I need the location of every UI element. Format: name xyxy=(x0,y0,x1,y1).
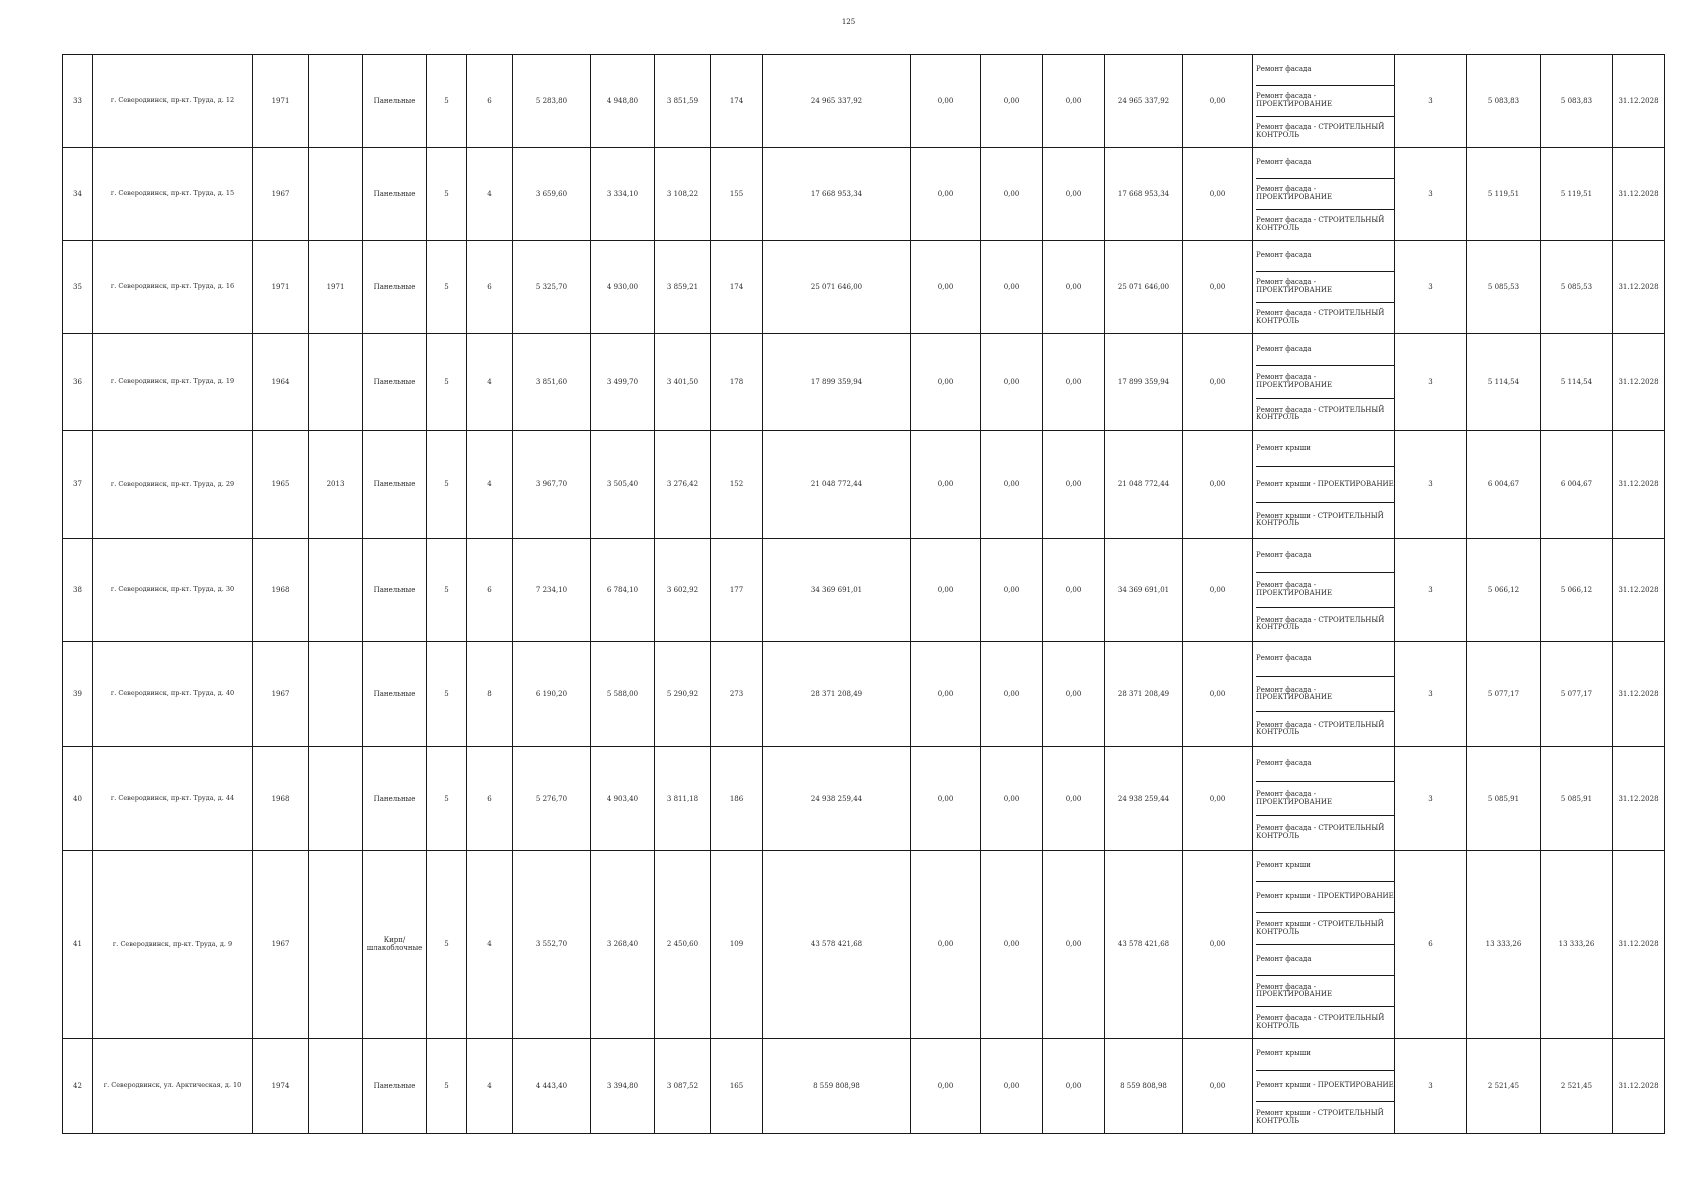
row-number-cell: 35 xyxy=(63,241,93,334)
deadline-cell: 31.12.2028 xyxy=(1613,642,1665,747)
year-built-cell: 1971 xyxy=(253,241,309,334)
works-cell xyxy=(1253,148,1395,241)
limit-cost-cell: 2 521,45 xyxy=(1541,1038,1613,1133)
wall-material-cell: Кирп/ шлакоблочные xyxy=(363,850,427,1038)
residents-cell: 165 xyxy=(711,1038,763,1133)
fund-regional-cell: 0,00 xyxy=(981,148,1043,241)
fund-municipal-cell: 0,00 xyxy=(1043,1038,1105,1133)
unit-cost-cell: 5 077,17 xyxy=(1467,642,1541,747)
work-list xyxy=(1256,241,1394,333)
cost-total-cell: 28 371 208,49 xyxy=(763,642,911,747)
work-item: Ремонт фасада - СТРОИТЕЛЬНЫЙ КОНТРОЛЬ xyxy=(1256,720,1385,737)
floors-cell: 5 xyxy=(427,431,467,538)
capital-repair-table xyxy=(62,54,1665,1134)
work-item: Ремонт крыши xyxy=(1256,851,1394,882)
table-row xyxy=(63,55,1665,148)
fund-other-cell: 0,00 xyxy=(1183,850,1253,1038)
deadline-cell: 31.12.2028 xyxy=(1613,334,1665,431)
living-area-cell: 4 930,00 xyxy=(591,241,655,334)
entrances-cell: 6 xyxy=(467,538,513,641)
work-item: Ремонт крыши xyxy=(1256,1039,1394,1071)
year-built-cell: 1968 xyxy=(253,747,309,850)
table-row xyxy=(63,1038,1665,1133)
deadline-cell: 31.12.2028 xyxy=(1613,55,1665,148)
year-overhaul-cell xyxy=(309,538,363,641)
unit-cost-cell: 5 114,54 xyxy=(1467,334,1541,431)
fund-municipal-cell: 0,00 xyxy=(1043,747,1105,850)
work-count-cell: 3 xyxy=(1395,334,1467,431)
residents-cell: 109 xyxy=(711,850,763,1038)
entrances-cell: 4 xyxy=(467,850,513,1038)
fund-regional-cell: 0,00 xyxy=(981,538,1043,641)
entrances-cell: 8 xyxy=(467,642,513,747)
year-overhaul-cell: 1971 xyxy=(309,241,363,334)
year-built-cell: 1965 xyxy=(253,431,309,538)
wall-material-cell: Панельные xyxy=(363,642,427,747)
residential-area-cell: 3 401,50 xyxy=(655,334,711,431)
row-number-cell: 42 xyxy=(63,1038,93,1133)
works-cell xyxy=(1253,747,1395,850)
year-built-cell: 1967 xyxy=(253,850,309,1038)
work-list xyxy=(1256,55,1394,147)
residential-area-cell: 3 276,42 xyxy=(655,431,711,538)
work-item: Ремонт фасада xyxy=(1256,945,1394,976)
fund-owners-cell: 43 578 421,68 xyxy=(1105,850,1183,1038)
fund-owners-cell: 17 899 359,94 xyxy=(1105,334,1183,431)
floors-cell: 5 xyxy=(427,148,467,241)
entrances-cell: 6 xyxy=(467,747,513,850)
work-item: Ремонт фасада - СТРОИТЕЛЬНЫЙ КОНТРОЛЬ xyxy=(1256,123,1385,139)
work-item: Ремонт крыши - ПРОЕКТИРОВАНИЕ xyxy=(1256,467,1394,503)
unit-cost-cell: 5 066,12 xyxy=(1467,538,1541,641)
works-cell xyxy=(1253,1038,1395,1133)
limit-cost-cell: 5 066,12 xyxy=(1541,538,1613,641)
row-number-cell: 38 xyxy=(63,538,93,641)
entrances-cell: 4 xyxy=(467,1038,513,1133)
work-list xyxy=(1256,747,1394,849)
work-item: Ремонт фасада - СТРОИТЕЛЬНЫЙ КОНТРОЛЬ xyxy=(1256,1013,1385,1030)
fund-other-cell: 0,00 xyxy=(1183,148,1253,241)
fund-owners-cell: 21 048 772,44 xyxy=(1105,431,1183,538)
year-overhaul-cell: 2013 xyxy=(309,431,363,538)
wall-material-cell: Панельные xyxy=(363,747,427,850)
residents-cell: 177 xyxy=(711,538,763,641)
living-area-cell: 3 334,10 xyxy=(591,148,655,241)
address-cell: г. Северодвинск, пр-кт. Труда, д. 9 xyxy=(93,850,253,1038)
residents-cell: 152 xyxy=(711,431,763,538)
unit-cost-cell: 5 085,91 xyxy=(1467,747,1541,850)
row-number-cell: 39 xyxy=(63,642,93,747)
residents-cell: 174 xyxy=(711,241,763,334)
address-cell: г. Северодвинск, пр-кт. Труда, д. 19 xyxy=(93,334,253,431)
table-row xyxy=(63,431,1665,538)
residential-area-cell: 3 602,92 xyxy=(655,538,711,641)
cost-total-cell: 17 668 953,34 xyxy=(763,148,911,241)
work-item: Ремонт фасада xyxy=(1256,642,1394,677)
fund-owners-cell: 28 371 208,49 xyxy=(1105,642,1183,747)
work-item: Ремонт фасада - СТРОИТЕЛЬНЫЙ КОНТРОЛЬ xyxy=(1256,216,1385,233)
work-list xyxy=(1256,851,1394,1038)
work-item: Ремонт крыши - СТРОИТЕЛЬНЫЙ КОНТРОЛЬ xyxy=(1256,913,1394,944)
work-list xyxy=(1256,539,1394,641)
entrances-cell: 4 xyxy=(467,431,513,538)
works-cell xyxy=(1253,538,1395,641)
total-area-cell: 3 851,60 xyxy=(513,334,591,431)
fund-federal-cell: 0,00 xyxy=(911,538,981,641)
table-row xyxy=(63,148,1665,241)
total-area-cell: 3 659,60 xyxy=(513,148,591,241)
work-item: Ремонт фасада - СТРОИТЕЛЬНЫЙ КОНТРОЛЬ xyxy=(1256,824,1385,841)
living-area-cell: 4 948,80 xyxy=(591,55,655,148)
work-item: Ремонт фасада xyxy=(1256,241,1394,272)
work-count-cell: 3 xyxy=(1395,241,1467,334)
work-list xyxy=(1256,334,1394,430)
row-number-cell: 34 xyxy=(63,148,93,241)
page-number: 125 xyxy=(841,18,856,26)
fund-federal-cell: 0,00 xyxy=(911,850,981,1038)
floors-cell: 5 xyxy=(427,334,467,431)
fund-regional-cell: 0,00 xyxy=(981,334,1043,431)
limit-cost-cell: 5 119,51 xyxy=(1541,148,1613,241)
fund-federal-cell: 0,00 xyxy=(911,241,981,334)
work-item: Ремонт фасада xyxy=(1256,148,1394,179)
fund-federal-cell: 0,00 xyxy=(911,334,981,431)
year-built-cell: 1968 xyxy=(253,538,309,641)
cost-total-cell: 25 071 646,00 xyxy=(763,241,911,334)
work-item: Ремонт фасада - ПРОЕКТИРОВАНИЕ xyxy=(1256,782,1394,816)
residential-area-cell: 3 811,18 xyxy=(655,747,711,850)
wall-material-cell: Панельные xyxy=(363,241,427,334)
unit-cost-cell: 2 521,45 xyxy=(1467,1038,1541,1133)
work-list xyxy=(1256,1039,1394,1133)
year-overhaul-cell xyxy=(309,1038,363,1133)
residential-area-cell: 2 450,60 xyxy=(655,850,711,1038)
residents-cell: 174 xyxy=(711,55,763,148)
living-area-cell: 6 784,10 xyxy=(591,538,655,641)
wall-material-cell: Панельные xyxy=(363,55,427,148)
living-area-cell: 4 903,40 xyxy=(591,747,655,850)
fund-municipal-cell: 0,00 xyxy=(1043,431,1105,538)
work-item: Ремонт фасада - ПРОЕКТИРОВАНИЕ xyxy=(1256,573,1394,607)
fund-other-cell: 0,00 xyxy=(1183,747,1253,850)
floors-cell: 5 xyxy=(427,850,467,1038)
table-row xyxy=(63,241,1665,334)
total-area-cell: 5 325,70 xyxy=(513,241,591,334)
fund-regional-cell: 0,00 xyxy=(981,850,1043,1038)
work-count-cell: 3 xyxy=(1395,148,1467,241)
works-cell xyxy=(1253,241,1395,334)
living-area-cell: 3 499,70 xyxy=(591,334,655,431)
work-count-cell: 3 xyxy=(1395,1038,1467,1133)
entrances-cell: 6 xyxy=(467,55,513,148)
floors-cell: 5 xyxy=(427,747,467,850)
entrances-cell: 4 xyxy=(467,334,513,431)
work-count-cell: 6 xyxy=(1395,850,1467,1038)
work-item: Ремонт фасада - СТРОИТЕЛЬНЫЙ КОНТРОЛЬ xyxy=(1256,309,1385,326)
work-item: Ремонт фасада - ПРОЕКТИРОВАНИЕ xyxy=(1256,976,1394,1007)
total-area-cell: 5 276,70 xyxy=(513,747,591,850)
limit-cost-cell: 5 085,53 xyxy=(1541,241,1613,334)
living-area-cell: 3 394,80 xyxy=(591,1038,655,1133)
fund-regional-cell: 0,00 xyxy=(981,747,1043,850)
work-item: Ремонт крыши xyxy=(1256,431,1394,467)
address-cell: г. Северодвинск, пр-кт. Труда, д. 44 xyxy=(93,747,253,850)
work-item: Ремонт фасада xyxy=(1256,55,1394,86)
fund-regional-cell: 0,00 xyxy=(981,241,1043,334)
cost-total-cell: 8 559 808,98 xyxy=(763,1038,911,1133)
year-overhaul-cell xyxy=(309,747,363,850)
work-item: Ремонт крыши - СТРОИТЕЛЬНЫЙ КОНТРОЛЬ xyxy=(1256,511,1384,528)
total-area-cell: 7 234,10 xyxy=(513,538,591,641)
work-item: Ремонт фасада - ПРОЕКТИРОВАНИЕ xyxy=(1256,86,1394,117)
deadline-cell: 31.12.2028 xyxy=(1613,1038,1665,1133)
address-cell: г. Северодвинск, ул. Арктическая, д. 10 xyxy=(93,1038,253,1133)
fund-federal-cell: 0,00 xyxy=(911,148,981,241)
total-area-cell: 5 283,80 xyxy=(513,55,591,148)
fund-other-cell: 0,00 xyxy=(1183,241,1253,334)
fund-municipal-cell: 0,00 xyxy=(1043,642,1105,747)
address-cell: г. Северодвинск, пр-кт. Труда, д. 30 xyxy=(93,538,253,641)
table-row xyxy=(63,538,1665,641)
fund-owners-cell: 8 559 808,98 xyxy=(1105,1038,1183,1133)
cost-total-cell: 34 369 691,01 xyxy=(763,538,911,641)
works-cell xyxy=(1253,642,1395,747)
fund-municipal-cell: 0,00 xyxy=(1043,241,1105,334)
work-item: Ремонт фасада xyxy=(1256,747,1394,781)
deadline-cell: 31.12.2028 xyxy=(1613,538,1665,641)
unit-cost-cell: 5 085,53 xyxy=(1467,241,1541,334)
cost-total-cell: 24 965 337,92 xyxy=(763,55,911,148)
work-count-cell: 3 xyxy=(1395,55,1467,148)
year-built-cell: 1967 xyxy=(253,148,309,241)
deadline-cell: 31.12.2028 xyxy=(1613,148,1665,241)
work-item: Ремонт фасада - ПРОЕКТИРОВАНИЕ xyxy=(1256,677,1394,712)
fund-federal-cell: 0,00 xyxy=(911,55,981,148)
unit-cost-cell: 5 083,83 xyxy=(1467,55,1541,148)
residents-cell: 273 xyxy=(711,642,763,747)
fund-owners-cell: 24 965 337,92 xyxy=(1105,55,1183,148)
fund-regional-cell: 0,00 xyxy=(981,642,1043,747)
fund-municipal-cell: 0,00 xyxy=(1043,148,1105,241)
limit-cost-cell: 13 333,26 xyxy=(1541,850,1613,1038)
floors-cell: 5 xyxy=(427,642,467,747)
table-row xyxy=(63,747,1665,850)
floors-cell: 5 xyxy=(427,241,467,334)
address-cell: г. Северодвинск, пр-кт. Труда, д. 40 xyxy=(93,642,253,747)
cost-total-cell: 17 899 359,94 xyxy=(763,334,911,431)
fund-municipal-cell: 0,00 xyxy=(1043,55,1105,148)
total-area-cell: 3 967,70 xyxy=(513,431,591,538)
work-item: Ремонт фасада - СТРОИТЕЛЬНЫЙ КОНТРОЛЬ xyxy=(1256,615,1385,632)
fund-other-cell: 0,00 xyxy=(1183,334,1253,431)
row-number-cell: 33 xyxy=(63,55,93,148)
year-overhaul-cell xyxy=(309,334,363,431)
year-built-cell: 1964 xyxy=(253,334,309,431)
table-row xyxy=(63,850,1665,1038)
residential-area-cell: 3 859,21 xyxy=(655,241,711,334)
limit-cost-cell: 5 085,91 xyxy=(1541,747,1613,850)
work-item: Ремонт крыши - СТРОИТЕЛЬНЫЙ КОНТРОЛЬ xyxy=(1256,1108,1384,1125)
address-cell: г. Северодвинск, пр-кт. Труда, д. 15 xyxy=(93,148,253,241)
deadline-cell: 31.12.2028 xyxy=(1613,747,1665,850)
work-count-cell: 3 xyxy=(1395,431,1467,538)
works-cell xyxy=(1253,334,1395,431)
year-built-cell: 1967 xyxy=(253,642,309,747)
cost-total-cell: 24 938 259,44 xyxy=(763,747,911,850)
work-item: Ремонт крыши - ПРОЕКТИРОВАНИЕ xyxy=(1256,882,1394,913)
address-cell: г. Северодвинск, пр-кт. Труда, д. 12 xyxy=(93,55,253,148)
cost-total-cell: 43 578 421,68 xyxy=(763,850,911,1038)
work-item: Ремонт фасада xyxy=(1256,539,1394,573)
fund-other-cell: 0,00 xyxy=(1183,55,1253,148)
fund-other-cell: 0,00 xyxy=(1183,538,1253,641)
fund-owners-cell: 24 938 259,44 xyxy=(1105,747,1183,850)
row-number-cell: 40 xyxy=(63,747,93,850)
entrances-cell: 6 xyxy=(467,241,513,334)
deadline-cell: 31.12.2028 xyxy=(1613,431,1665,538)
total-area-cell: 4 443,40 xyxy=(513,1038,591,1133)
work-count-cell: 3 xyxy=(1395,538,1467,641)
address-cell: г. Северодвинск, пр-кт. Труда, д. 29 xyxy=(93,431,253,538)
fund-regional-cell: 0,00 xyxy=(981,55,1043,148)
fund-federal-cell: 0,00 xyxy=(911,431,981,538)
works-cell xyxy=(1253,850,1395,1038)
wall-material-cell: Панельные xyxy=(363,538,427,641)
work-item: Ремонт крыши - ПРОЕКТИРОВАНИЕ xyxy=(1256,1071,1394,1103)
work-list xyxy=(1256,431,1394,537)
address-cell: г. Северодвинск, пр-кт. Труда, д. 16 xyxy=(93,241,253,334)
fund-other-cell: 0,00 xyxy=(1183,431,1253,538)
residential-area-cell: 3 087,52 xyxy=(655,1038,711,1133)
year-overhaul-cell xyxy=(309,55,363,148)
total-area-cell: 6 190,20 xyxy=(513,642,591,747)
year-built-cell: 1974 xyxy=(253,1038,309,1133)
fund-federal-cell: 0,00 xyxy=(911,747,981,850)
wall-material-cell: Панельные xyxy=(363,334,427,431)
work-count-cell: 3 xyxy=(1395,642,1467,747)
residential-area-cell: 3 851,59 xyxy=(655,55,711,148)
work-count-cell: 3 xyxy=(1395,747,1467,850)
fund-regional-cell: 0,00 xyxy=(981,1038,1043,1133)
total-area-cell: 3 552,70 xyxy=(513,850,591,1038)
entrances-cell: 4 xyxy=(467,148,513,241)
year-built-cell: 1971 xyxy=(253,55,309,148)
works-cell xyxy=(1253,55,1395,148)
living-area-cell: 3 505,40 xyxy=(591,431,655,538)
works-cell xyxy=(1253,431,1395,538)
fund-owners-cell: 34 369 691,01 xyxy=(1105,538,1183,641)
residents-cell: 155 xyxy=(711,148,763,241)
limit-cost-cell: 5 077,17 xyxy=(1541,642,1613,747)
work-list xyxy=(1256,148,1394,240)
work-item: Ремонт фасада - СТРОИТЕЛЬНЫЙ КОНТРОЛЬ xyxy=(1256,405,1385,422)
work-item: Ремонт фасада - ПРОЕКТИРОВАНИЕ xyxy=(1256,366,1394,398)
year-overhaul-cell xyxy=(309,148,363,241)
floors-cell: 5 xyxy=(427,538,467,641)
cost-total-cell: 21 048 772,44 xyxy=(763,431,911,538)
residents-cell: 178 xyxy=(711,334,763,431)
deadline-cell: 31.12.2028 xyxy=(1613,850,1665,1038)
wall-material-cell: Панельные xyxy=(363,148,427,241)
table-row xyxy=(63,334,1665,431)
floors-cell: 5 xyxy=(427,55,467,148)
work-item: Ремонт фасада - ПРОЕКТИРОВАНИЕ xyxy=(1256,272,1394,303)
row-number-cell: 37 xyxy=(63,431,93,538)
fund-regional-cell: 0,00 xyxy=(981,431,1043,538)
limit-cost-cell: 6 004,67 xyxy=(1541,431,1613,538)
wall-material-cell: Панельные xyxy=(363,431,427,538)
residential-area-cell: 5 290,92 xyxy=(655,642,711,747)
floors-cell: 5 xyxy=(427,1038,467,1133)
fund-federal-cell: 0,00 xyxy=(911,642,981,747)
fund-owners-cell: 17 668 953,34 xyxy=(1105,148,1183,241)
limit-cost-cell: 5 114,54 xyxy=(1541,334,1613,431)
living-area-cell: 5 588,00 xyxy=(591,642,655,747)
table-row xyxy=(63,642,1665,747)
limit-cost-cell: 5 083,83 xyxy=(1541,55,1613,148)
residential-area-cell: 3 108,22 xyxy=(655,148,711,241)
wall-material-cell: Панельные xyxy=(363,1038,427,1133)
deadline-cell: 31.12.2028 xyxy=(1613,241,1665,334)
fund-other-cell: 0,00 xyxy=(1183,642,1253,747)
work-list xyxy=(1256,642,1394,746)
work-item: Ремонт фасада xyxy=(1256,334,1394,366)
row-number-cell: 36 xyxy=(63,334,93,431)
fund-federal-cell: 0,00 xyxy=(911,1038,981,1133)
row-number-cell: 41 xyxy=(63,850,93,1038)
fund-owners-cell: 25 071 646,00 xyxy=(1105,241,1183,334)
residents-cell: 186 xyxy=(711,747,763,850)
work-item: Ремонт фасада - ПРОЕКТИРОВАНИЕ xyxy=(1256,179,1394,210)
unit-cost-cell: 5 119,51 xyxy=(1467,148,1541,241)
table-body xyxy=(63,55,1665,1134)
fund-municipal-cell: 0,00 xyxy=(1043,850,1105,1038)
year-overhaul-cell xyxy=(309,642,363,747)
living-area-cell: 3 268,40 xyxy=(591,850,655,1038)
fund-other-cell: 0,00 xyxy=(1183,1038,1253,1133)
unit-cost-cell: 13 333,26 xyxy=(1467,850,1541,1038)
fund-municipal-cell: 0,00 xyxy=(1043,334,1105,431)
year-overhaul-cell xyxy=(309,850,363,1038)
unit-cost-cell: 6 004,67 xyxy=(1467,431,1541,538)
fund-municipal-cell: 0,00 xyxy=(1043,538,1105,641)
